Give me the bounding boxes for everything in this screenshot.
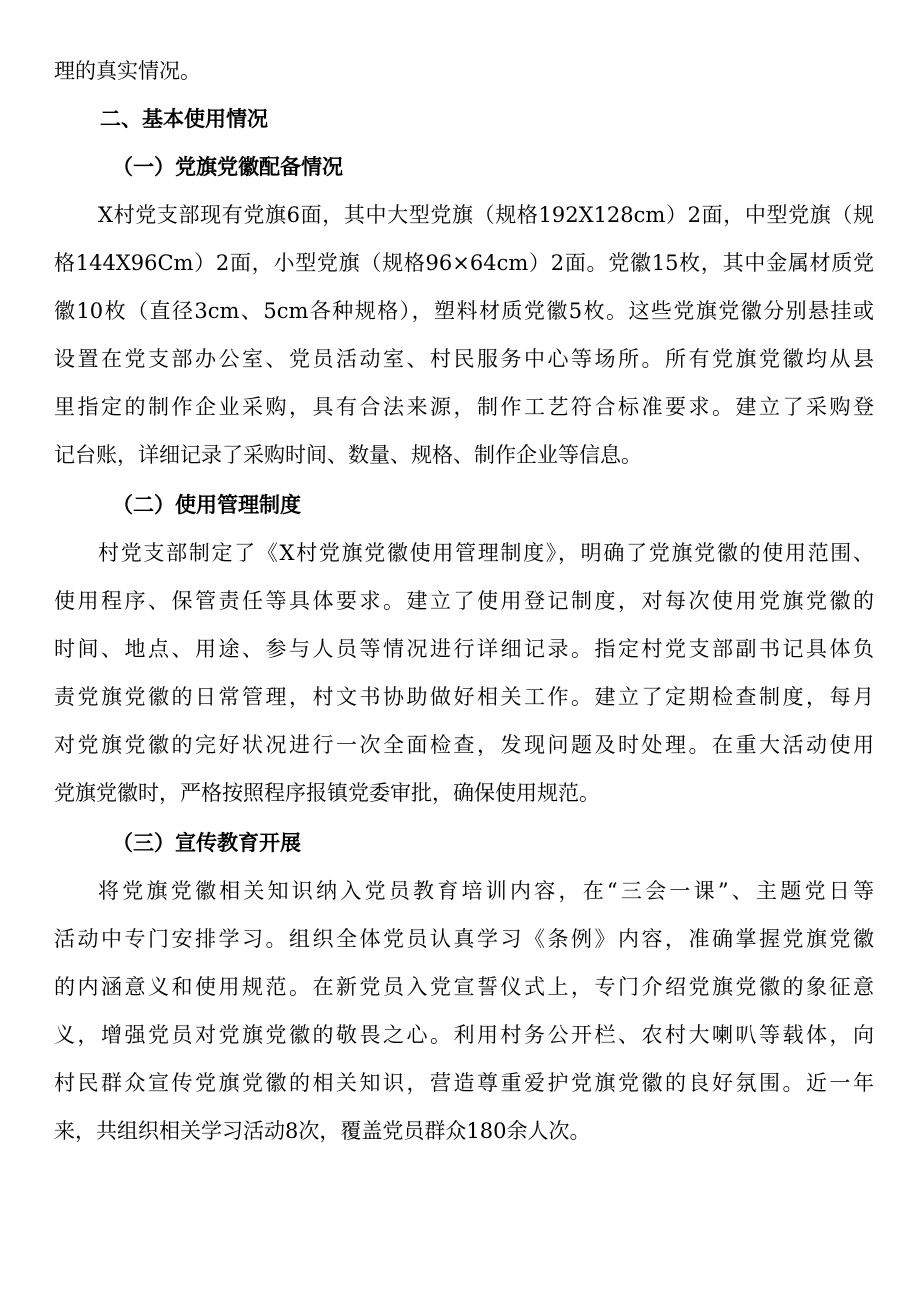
subsection-heading-1: （一）党旗党徽配备情况 [112,154,343,179]
paragraph-line: 将党旗党徽相关知识纳入党员教育培训内容，在“三会一课”、主题党日等 [98,879,874,903]
subsection-heading-2: （二）使用管理制度 [112,492,301,517]
paragraph-line: 时间、地点、用途、参与人员等情况进行详细记录。指定村党支部副书记具体负 [54,637,874,661]
paragraph-line: 设置在党支部办公室、党员活动室、村民服务中心等场所。所有党旗党徽均从县 [54,347,874,371]
paragraph-line: 来，共组织相关学习活动8次，覆盖党员群众180余人次。 [54,1119,591,1143]
paragraph-line: X村党支部现有党旗6面，其中大型党旗（规格192X128cm）2面，中型党旗（规 [98,203,874,227]
paragraph-line: 格144X96Cm）2面，小型党旗（规格96×64cm）2面。党徽15枚，其中金属材质党 [54,251,874,275]
paragraph-line: 活动中专门安排学习。组织全体党员认真学习《条例》内容，准确掌握党旗党徽 [54,927,874,951]
paragraph-line: 党旗党徽时，严格按照程序报镇党委审批，确保使用规范。 [54,781,600,805]
section-heading: 二、基本使用情况 [100,106,268,131]
paragraph-line: 村党支部制定了《X村党旗党徽使用管理制度》，明确了党旗党徽的使用范围、 [98,541,874,565]
paragraph-line: 责党旗党徽的日常管理，村文书协助做好相关工作。建立了定期检查制度，每月 [54,685,874,709]
paragraph-line: 记台账，详细记录了采购时间、数量、规格、制作企业等信息。 [54,443,642,467]
paragraph-line: 的内涵意义和使用规范。在新党员入党宣誓仪式上，专门介绍党旗党徽的象征意 [54,975,874,999]
paragraph-line: 使用程序、保管责任等具体要求。建立了使用登记制度，对每次使用党旗党徽的 [54,589,874,613]
continued-text: 理的真实情况。 [54,59,201,83]
paragraph-line: 徽10枚（直径3cm、5cm各种规格），塑料材质党徽5枚。这些党旗党徽分别悬挂或 [54,299,874,323]
paragraph-line: 里指定的制作企业采购，具有合法来源，制作工艺符合标准要求。建立了采购登 [54,395,874,419]
paragraph-line: 对党旗党徽的完好状况进行一次全面检查，发现问题及时处理。在重大活动使用 [54,733,874,757]
paragraph-line: 义，增强党员对党旗党徽的敬畏之心。利用村务公开栏、农村大喇叭等载体，向 [54,1023,874,1047]
subsection-heading-3: （三）宣传教育开展 [112,830,301,855]
paragraph-line: 村民群众宣传党旗党徽的相关知识，营造尊重爱护党旗党徽的良好氛围。近一年 [54,1071,874,1095]
